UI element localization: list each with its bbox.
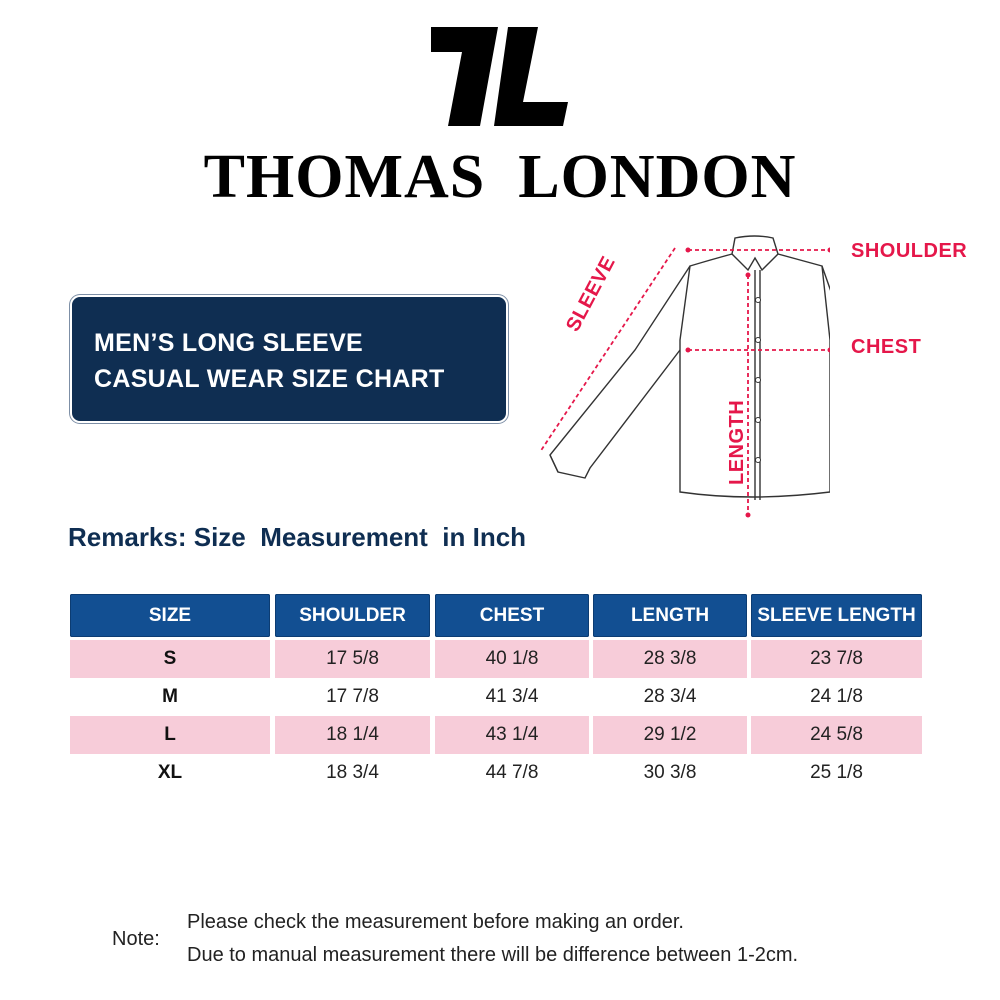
chest-cell: 41 3/4: [485, 686, 539, 707]
note-label: Note:: [112, 928, 160, 950]
size-cell: S: [70, 640, 270, 678]
remarks-text: Remarks: Size Measurement in Inch: [68, 522, 527, 552]
sleeve-length-cell: 24 1/8: [810, 686, 863, 707]
shoulder-label: SHOULDER: [851, 240, 968, 262]
length-cell: 30 3/8: [643, 762, 697, 783]
length-cell: 28 3/8: [593, 640, 747, 678]
table-row: [70, 716, 922, 754]
header-shoulder: SHOULDER: [275, 594, 430, 637]
shoulder-cell: 17 7/8: [326, 686, 379, 707]
chart-title-banner: [72, 297, 506, 421]
brand-name: THOMAS LONDON: [203, 143, 797, 211]
size-cell: XL: [157, 762, 183, 783]
shirt-diagram-icon: [530, 230, 830, 520]
sleeve-length-cell: 25 1/8: [810, 762, 863, 783]
shoulder-cell: 17 5/8: [275, 640, 430, 678]
note-line-2: Due to manual measurement there will be difference between 1-2cm.: [187, 944, 799, 966]
length-label: LENGTH: [726, 399, 748, 485]
size-cell: L: [70, 716, 270, 754]
shoulder-cell: 18 1/4: [275, 716, 430, 754]
header-sleeve-length: SLEEVE LENGTH: [751, 594, 922, 637]
table-row: [70, 640, 922, 678]
chest-cell: 44 7/8: [485, 762, 539, 783]
chest-cell: 40 1/8: [435, 640, 589, 678]
header-chest: CHEST: [435, 594, 589, 637]
sleeve-length-cell: 23 7/8: [751, 640, 922, 678]
header-length: LENGTH: [593, 594, 747, 637]
brand-logo-icon: [428, 24, 573, 129]
sleeve-length-cell: 24 5/8: [751, 716, 922, 754]
chest-label: CHEST: [851, 336, 922, 358]
table-row: [70, 678, 922, 716]
table-header-row: [70, 594, 922, 632]
sleeve-label: SLEEVE: [562, 252, 620, 336]
chart-title-line-2: CASUAL WEAR SIZE CHART: [94, 365, 445, 393]
header-size: SIZE: [70, 594, 270, 637]
length-cell: 29 1/2: [593, 716, 747, 754]
note-line-1: Please check the measurement before making an order.: [187, 911, 684, 933]
table-row: [70, 754, 922, 792]
size-cell: M: [162, 686, 178, 707]
length-cell: 28 3/4: [643, 686, 697, 707]
chest-cell: 43 1/4: [435, 716, 589, 754]
chart-title-line-1: MEN’S LONG SLEEVE: [94, 329, 364, 357]
shoulder-cell: 18 3/4: [326, 762, 379, 783]
